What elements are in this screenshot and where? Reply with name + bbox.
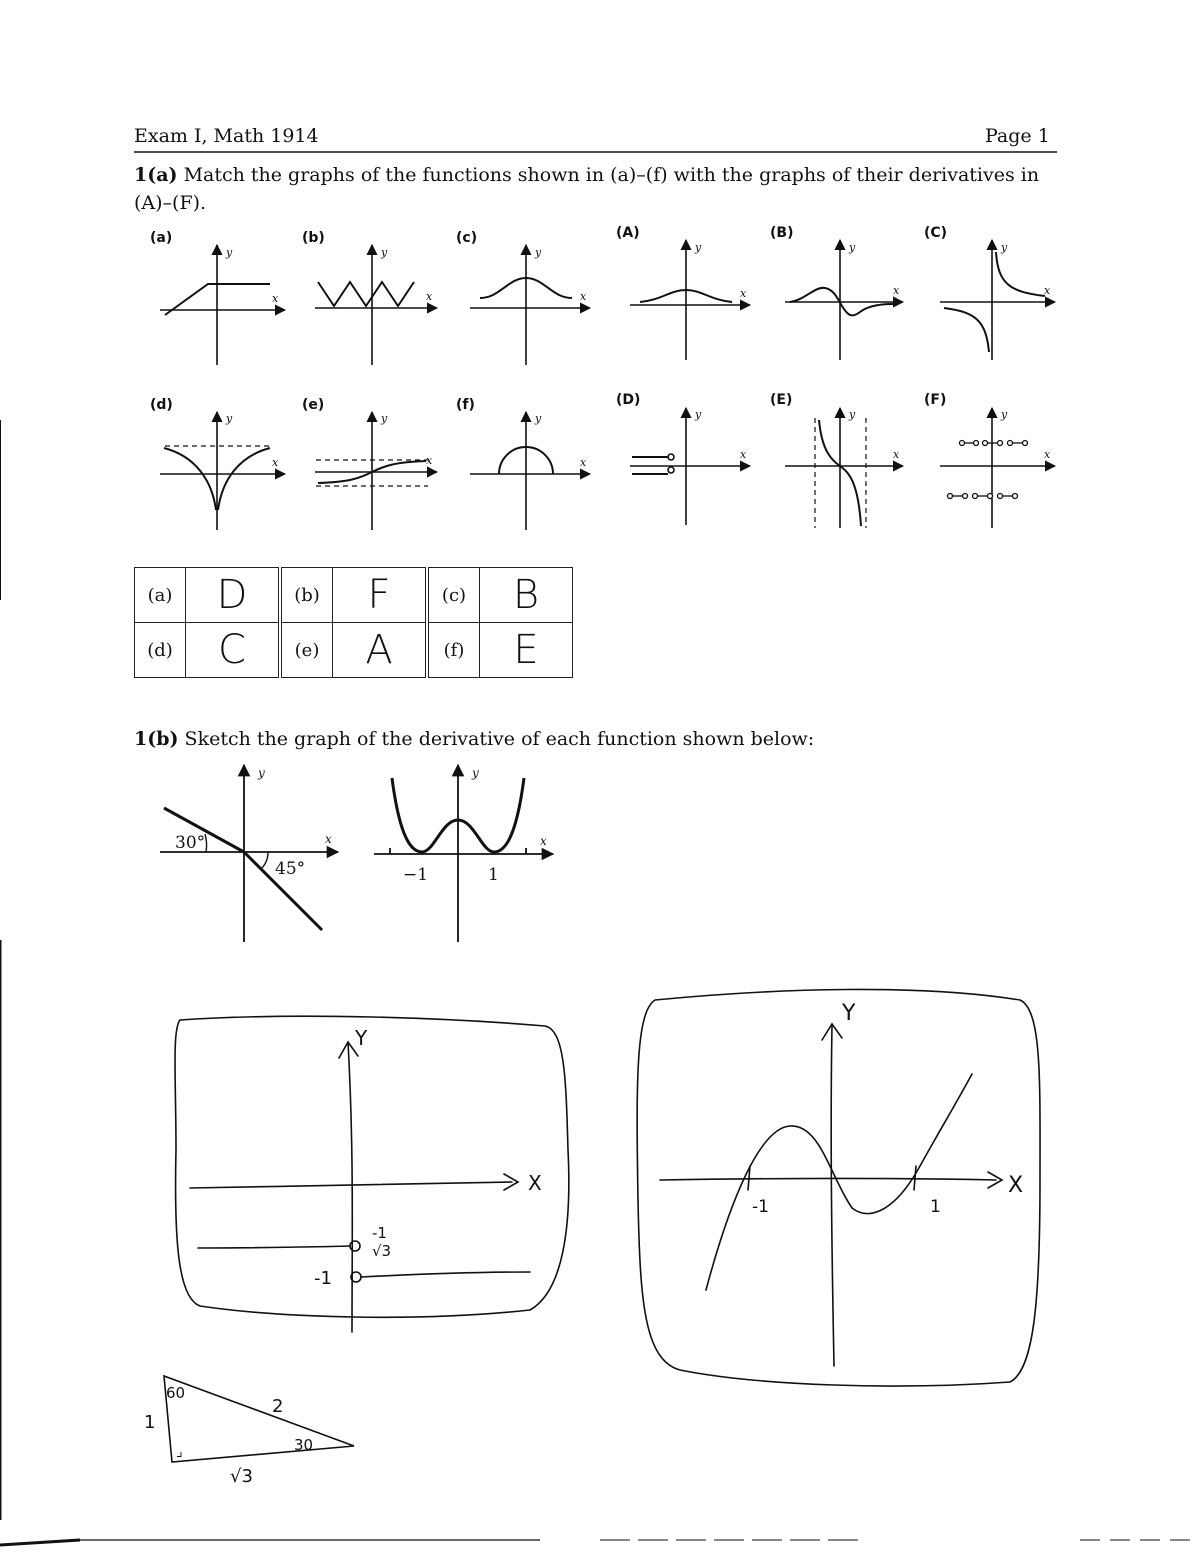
axis-label-y: y (381, 246, 388, 259)
graph-label: (e) (302, 397, 325, 413)
answer-label: (c) (427, 568, 480, 623)
axis-label-x: x (893, 284, 900, 297)
graph-1b-quartic (374, 765, 553, 942)
graph-label: (f) (456, 397, 475, 413)
hw-label-lower: -1 (314, 1268, 332, 1289)
graph-c (470, 245, 590, 365)
graph-f (470, 412, 590, 530)
axis-label-x: x (272, 292, 279, 305)
graph-label: (C) (924, 225, 948, 241)
hw-triangle-side-1: 1 (144, 1412, 156, 1433)
axis-label-x: x (1044, 448, 1051, 461)
axis-label-y: y (695, 241, 702, 254)
hw-tick-neg1: -1 (752, 1197, 769, 1217)
axis-label-x: x (426, 454, 433, 467)
graph-C (940, 240, 1055, 360)
axis-label-x: x (580, 290, 587, 303)
handwritten-sketch-2 (637, 989, 1040, 1386)
graph-F (940, 408, 1055, 528)
hw-triangle-side-root3: √3 (230, 1466, 253, 1487)
graph-D (630, 408, 750, 525)
answer-label: (f) (427, 623, 480, 678)
hw-right-angle-mark: ⌟ (176, 1444, 183, 1460)
graph-label: (B) (770, 225, 794, 241)
angle-label-30: 30° (175, 833, 206, 853)
axis-label-y: y (1001, 241, 1008, 254)
answer-value: B (480, 568, 573, 623)
problem-1a-line2: (A)–(F). (134, 192, 207, 214)
graph-E (785, 408, 903, 528)
answer-label: (e) (280, 623, 333, 678)
graph-1b-lines (160, 765, 338, 942)
axis-label-x: x (740, 448, 747, 461)
answer-label: (d) (135, 623, 186, 678)
tick-label-neg1: −1 (403, 865, 429, 885)
angle-label-45: 45° (275, 859, 306, 879)
axis-label-y: y (258, 766, 265, 780)
answer-value: D (186, 568, 281, 623)
problem-1a-number: 1(a) (134, 164, 178, 186)
axis-label-x: x (580, 456, 587, 469)
hw-axis-y: Y (842, 1001, 856, 1026)
graph-label: (E) (770, 392, 793, 408)
hw-triangle-hyp: 2 (272, 1396, 284, 1417)
answer-value: A (333, 623, 428, 678)
graph-label: (A) (616, 225, 640, 241)
hw-axis-x: X (528, 1171, 542, 1195)
hw-tick-1: 1 (930, 1197, 941, 1217)
axis-label-x: x (272, 456, 279, 469)
graph-B (785, 240, 903, 360)
scan-edge (0, 420, 1200, 1545)
handwritten-sketch-1 (175, 1016, 569, 1332)
axis-label-x: x (426, 290, 433, 303)
axis-label-x: x (325, 832, 332, 846)
hw-axis-y: Y (355, 1026, 368, 1050)
graph-label: (F) (924, 392, 947, 408)
answer-value: E (480, 623, 573, 678)
axis-label-y: y (472, 766, 479, 780)
axis-label-x: x (740, 287, 747, 300)
hw-triangle-angle-30: 30 (294, 1436, 314, 1454)
axis-label-y: y (849, 241, 856, 254)
axis-label-y: y (849, 408, 856, 421)
axis-label-y: y (226, 246, 233, 259)
hw-axis-x: X (1008, 1173, 1024, 1198)
hw-label-upper-den: √3 (372, 1242, 392, 1260)
problem-1b-instruction: Sketch the graph of the derivative of each function shown below: (184, 728, 815, 750)
graph-A (630, 240, 750, 360)
answer-value: C (186, 623, 281, 678)
answer-value: F (333, 568, 428, 623)
graph-b (315, 245, 437, 365)
axis-label-x: x (540, 834, 547, 848)
graph-d (160, 412, 285, 530)
graph-label: (D) (616, 392, 641, 408)
problem-1b-number: 1(b) (134, 728, 179, 750)
graph-label: (d) (150, 397, 173, 413)
hw-label-upper: -1 (372, 1224, 387, 1242)
graph-label: (a) (150, 230, 173, 246)
page-number: Page 1 (985, 125, 1050, 147)
axis-label-y: y (535, 412, 542, 425)
axis-label-y: y (381, 412, 388, 425)
axis-label-y: y (695, 408, 702, 421)
axis-label-x: x (1044, 284, 1051, 297)
header-title: Exam I, Math 1914 (134, 125, 319, 147)
tick-label-1: 1 (488, 865, 499, 885)
axis-label-y: y (226, 412, 233, 425)
answer-label: (a) (135, 568, 186, 623)
hw-triangle-angle-60: 60 (166, 1384, 186, 1402)
graph-a (160, 245, 285, 365)
axis-label-y: y (535, 246, 542, 259)
problem-1a-line1: Match the graphs of the functions shown in (a)–(f) with the graphs of their derivatives in (183, 164, 1040, 186)
handwritten-triangle (164, 1376, 354, 1462)
answer-label: (b) (280, 568, 333, 623)
graph-label: (c) (456, 230, 478, 246)
axis-label-x: x (893, 448, 900, 461)
graph-e (315, 412, 437, 530)
axis-label-y: y (1001, 408, 1008, 421)
graph-label: (b) (302, 230, 325, 246)
